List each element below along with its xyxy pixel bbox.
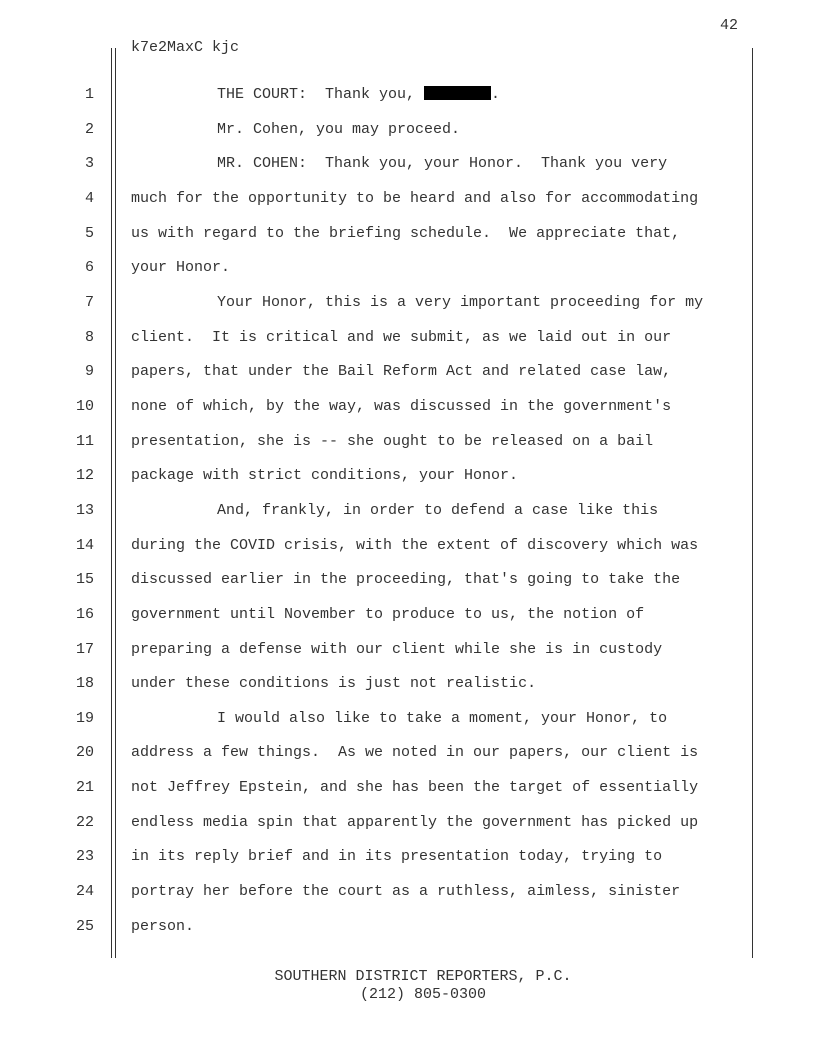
page-footer [0, 968, 816, 1004]
line-text-content: us with regard to the briefing schedule. We appreciate that, [131, 224, 681, 242]
line-text-content: discussed earlier in the proceeding, that's going to take the [131, 571, 681, 589]
line-text [131, 883, 680, 900]
transcript-line [0, 597, 816, 632]
transcript-line [0, 909, 816, 944]
transcript-line [0, 320, 816, 355]
transcript-line [0, 770, 816, 805]
line-text-content: under these conditions is just not realistic. [131, 675, 537, 693]
line-text [131, 744, 698, 761]
transcript-line [0, 112, 816, 147]
line-text [131, 155, 667, 172]
transcript-line [0, 181, 816, 216]
transcript-header-code: k7e2MaxC kjc [131, 39, 240, 56]
line-text-content: And, frankly, in order to defend a case like this [217, 501, 659, 519]
line-text-content: presentation, she is -- she ought to be released on a bail [131, 432, 654, 450]
line-text [131, 86, 500, 103]
line-text-content: Your Honor, this is a very important proceeding for my [217, 293, 704, 311]
reporter-phone: (212) 805-0300 [359, 986, 487, 1003]
line-text-content: none of which, by the way, was discussed in the government's [131, 397, 672, 415]
line-text [131, 848, 662, 865]
transcript-line [0, 285, 816, 320]
line-text [131, 571, 680, 588]
line-text [131, 398, 671, 415]
line-number: 16 [75, 605, 94, 623]
transcript-line [0, 805, 816, 840]
transcript-line [0, 216, 816, 251]
transcript-line [0, 250, 816, 285]
line-text [131, 779, 698, 796]
line-text [131, 710, 667, 727]
transcript-line [0, 424, 816, 459]
transcript-line [0, 701, 816, 736]
line-text-content: package with strict conditions, your Honor. [131, 467, 519, 485]
line-text-content: THE COURT: Thank you, [217, 86, 425, 103]
transcript-line [0, 389, 816, 424]
transcript-line [0, 666, 816, 701]
line-text-content: portray her before the court as a ruthless, aimless, sinister [131, 883, 681, 901]
line-text-content: endless media spin that apparently the government has picked up [131, 813, 699, 831]
line-number: 23 [75, 848, 94, 866]
line-number: 2 [84, 120, 94, 138]
line-number: 10 [75, 397, 94, 415]
line-text [131, 641, 662, 658]
line-number: 7 [84, 293, 94, 311]
line-text-content: papers, that under the Bail Reform Act and related case law, [131, 363, 672, 381]
line-text [131, 259, 230, 276]
line-text-content: your Honor. [131, 259, 231, 277]
line-text-content: Mr. Cohen, you may proceed. [217, 120, 461, 138]
line-text-content: government until November to produce to us, the notion of [131, 605, 645, 623]
line-text-content: address a few things. As we noted in our papers, our client is [131, 744, 699, 762]
line-number: 15 [75, 571, 94, 589]
line-number: 3 [84, 155, 94, 173]
line-text [131, 606, 644, 623]
line-text [131, 329, 671, 346]
line-number: 4 [84, 189, 94, 207]
transcript-line [0, 874, 816, 909]
transcript-line [0, 839, 816, 874]
transcript-line [0, 493, 816, 528]
line-text [131, 121, 460, 138]
transcript-line [0, 354, 816, 389]
transcript-line [0, 632, 816, 667]
line-number: 11 [75, 432, 94, 450]
line-text-suffix: . [491, 86, 501, 103]
transcript-line [0, 735, 816, 770]
line-number: 18 [75, 675, 94, 693]
line-number: 17 [75, 640, 94, 658]
line-number: 6 [84, 259, 94, 277]
line-text [131, 918, 194, 935]
line-text-content: in its reply brief and in its presentation today, trying to [131, 848, 663, 866]
line-number: 22 [75, 813, 94, 831]
transcript-line [0, 458, 816, 493]
line-text [131, 502, 658, 519]
transcript-line [0, 77, 816, 112]
line-number: 12 [75, 467, 94, 485]
line-text [131, 225, 680, 242]
line-text-content: during the COVID crisis, with the extent of discovery which was [131, 536, 699, 554]
line-number: 8 [84, 328, 94, 346]
line-text-content: person. [131, 917, 195, 935]
line-text-content: preparing a defense with our client while she is in custody [131, 640, 663, 658]
line-text [131, 294, 703, 311]
redaction-bar [424, 86, 491, 100]
line-text-content: MR. COHEN: Thank you, your Honor. Thank you very [217, 155, 668, 173]
line-text-content: not Jeffrey Epstein, and she has been the target of essentially [131, 779, 699, 797]
page-number: 42 [719, 17, 738, 34]
line-number: 20 [75, 744, 94, 762]
line-number: 24 [75, 883, 94, 901]
line-number: 9 [84, 363, 94, 381]
line-number: 19 [75, 709, 94, 727]
line-text [131, 467, 518, 484]
reporter-company: SOUTHERN DISTRICT REPORTERS, P.C. [274, 968, 572, 985]
line-text-content: I would also like to take a moment, your Honor, to [217, 709, 668, 727]
line-number: 5 [84, 224, 94, 242]
line-text-content: much for the opportunity to be heard and also for accommodating [131, 189, 699, 207]
transcript-body [0, 77, 816, 943]
line-text-content: client. It is critical and we submit, as we laid out in our [131, 328, 672, 346]
transcript-line [0, 528, 816, 563]
line-number: 13 [75, 501, 94, 519]
line-text [131, 363, 671, 380]
line-number: 25 [75, 917, 94, 935]
line-text [131, 814, 698, 831]
line-text [131, 190, 698, 207]
transcript-line [0, 146, 816, 181]
line-number: 14 [75, 536, 94, 554]
line-number: 21 [75, 779, 94, 797]
transcript-line [0, 562, 816, 597]
line-text [131, 433, 653, 450]
line-number: 1 [84, 86, 94, 103]
line-text [131, 537, 698, 554]
line-text [131, 675, 536, 692]
